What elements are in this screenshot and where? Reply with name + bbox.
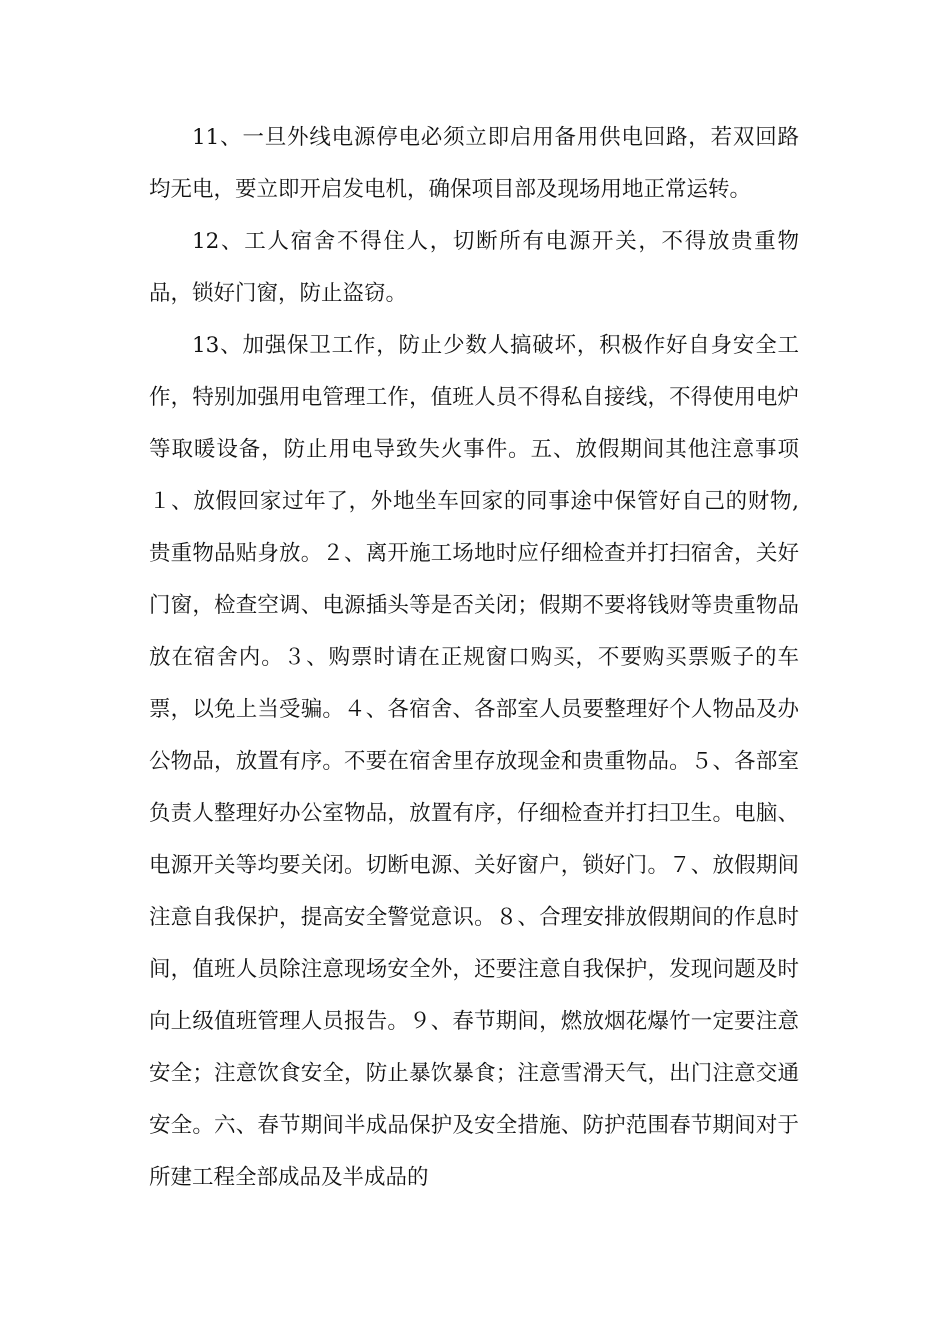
paragraph-13: 13、加强保卫工作，防止少数人搞破坏，积极作好自身安全工作，特别加强用电管理工作，值班人员不得私自接线，不得使用电炉等取暖设备，防止用电导致失火事件。五、放假期间其他注意事项１、放假回家过年了，外地坐车回家的同事途中保管好自己的财物,贵重物品贴身放。２、离开施工场地时应仔细检查并打扫宿舍，关好门窗，检查空调、电源插头等是否关闭；假期不要将钱财等贵重物品放在宿舍内。３、购票时请在正规窗口购买，不要购买票贩子的车票，以免上当受骗。４、各宿舍、各部室人员要整理好个人物品及办公物品，放置有序。不要在宿舍里存放现金和贵重物品。５、各部室负责人整理好办公室物品，放置有序，仔细检查并打扫卫生。电脑、电源开关等均要关闭。切断电源、关好窗户，锁好门。７、放假期间注意自我保护，提高安全警觉意识。８、合理安排放假期间的作息时间，值班人员除注意现场安全外，还要注意自我保护，发现问题及时向上级值班管理人员报告。９、春节期间，燃放烟花爆竹一定要注意安全；注意饮食安全，防止暴饮暴食；注意雪滑天气，出门注意交通安全。六、春节期间半成品保护及安全措施、防护范围春节期间对于所建工程全部成品及半成品的 — [149, 333, 799, 1190]
paragraph-11: 11、一旦外线电源停电必须立即启用备用供电回路，若双回路均无电，要立即开启发电机，确保项目部及现场用地正常运转。 — [149, 125, 799, 202]
paragraph-12: 12、工人宿舍不得住人，切断所有电源开关，不得放贵重物品，锁好门窗，防止盗窃。 — [149, 229, 799, 306]
document-body — [149, 112, 799, 1204]
